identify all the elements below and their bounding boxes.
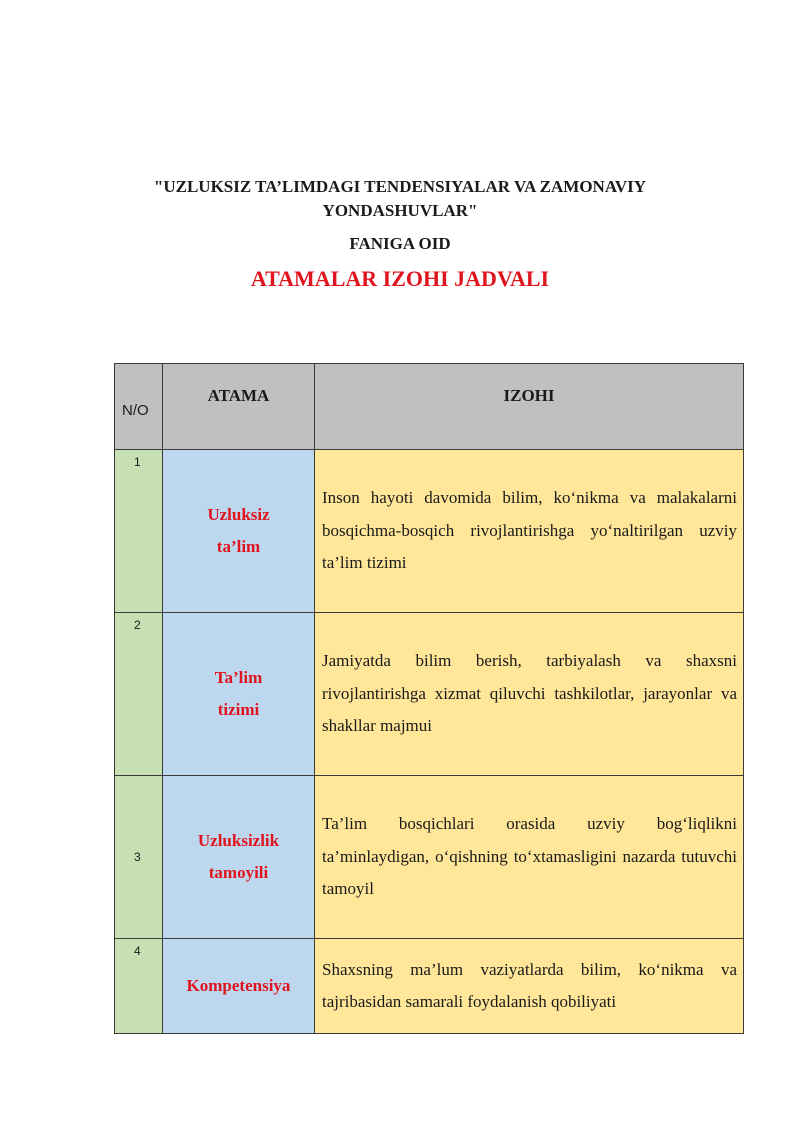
term-cell — [163, 939, 315, 1034]
table-row — [115, 613, 744, 776]
term-label — [198, 825, 279, 889]
document-title-line-1: "UZLUKSIZ TA’LIMDAGI TENDENSIYALAR VA ZAMONAVIY — [153, 177, 647, 196]
terms-table — [114, 363, 744, 1034]
term-label-line-2: ta’lim — [216, 537, 261, 556]
term-label — [215, 662, 263, 726]
row-number: 1 — [115, 450, 163, 613]
description-text: Jamiyatda bilim berish, tarbiyalash va shaxsni rivojlantirishga xizmat qiluvchi tashkilotlar, jarayonlar va shakllar majmui — [322, 651, 737, 736]
row-number: 4 — [115, 939, 163, 1034]
header-number-label: N/O — [122, 402, 149, 419]
term-label-line-2: tamoyili — [208, 863, 269, 882]
table-row — [115, 776, 744, 939]
term-label — [187, 970, 291, 1002]
description-cell — [315, 939, 744, 1034]
header-term: ATAMA — [163, 364, 315, 450]
term-cell — [163, 613, 315, 776]
table-row — [115, 450, 744, 613]
description-cell — [315, 450, 744, 613]
term-cell — [163, 776, 315, 939]
description-cell — [315, 776, 744, 939]
table-heading: ATAMALAR IZOHI JADVALI — [250, 266, 550, 291]
term-label-line-1: Uzluksizlik — [197, 831, 280, 850]
row-number: 3 — [115, 776, 163, 939]
document-subtitle: FANIGA OID — [349, 234, 451, 253]
table-header-row — [115, 364, 744, 450]
term-cell — [163, 450, 315, 613]
term-label-line-2: tizimi — [217, 700, 260, 719]
document-title-line-2: YONDASHUVLAR" — [322, 201, 478, 220]
term-label-line-1: Ta’lim — [214, 668, 263, 687]
description-text: Shaxsning ma’lum vaziyatlarda bilim, ko‘nikma va tajribasidan samarali foydalanish qobiliyati — [322, 959, 737, 1011]
table-row — [115, 939, 744, 1034]
description-cell — [315, 613, 744, 776]
description-text: Ta’lim bosqichlari orasida uzviy bog‘liqlikni ta’minlaydigan, o‘qishning to‘xtamasligini nazarda tutuvchi tamoyil — [322, 814, 737, 899]
row-number: 2 — [115, 613, 163, 776]
term-label-line-1: Kompetensiya — [186, 976, 291, 995]
term-label-line-1: Uzluksiz — [207, 505, 270, 524]
term-label — [207, 499, 269, 563]
description-text: Inson hayoti davomida bilim, ko‘nikma va malakalarni bosqichma-bosqich rivojlantirishga yo‘naltirilgan uzviy ta’lim tizimi — [322, 488, 737, 573]
header-number — [115, 364, 163, 450]
header-description: IZOHI — [315, 364, 744, 450]
